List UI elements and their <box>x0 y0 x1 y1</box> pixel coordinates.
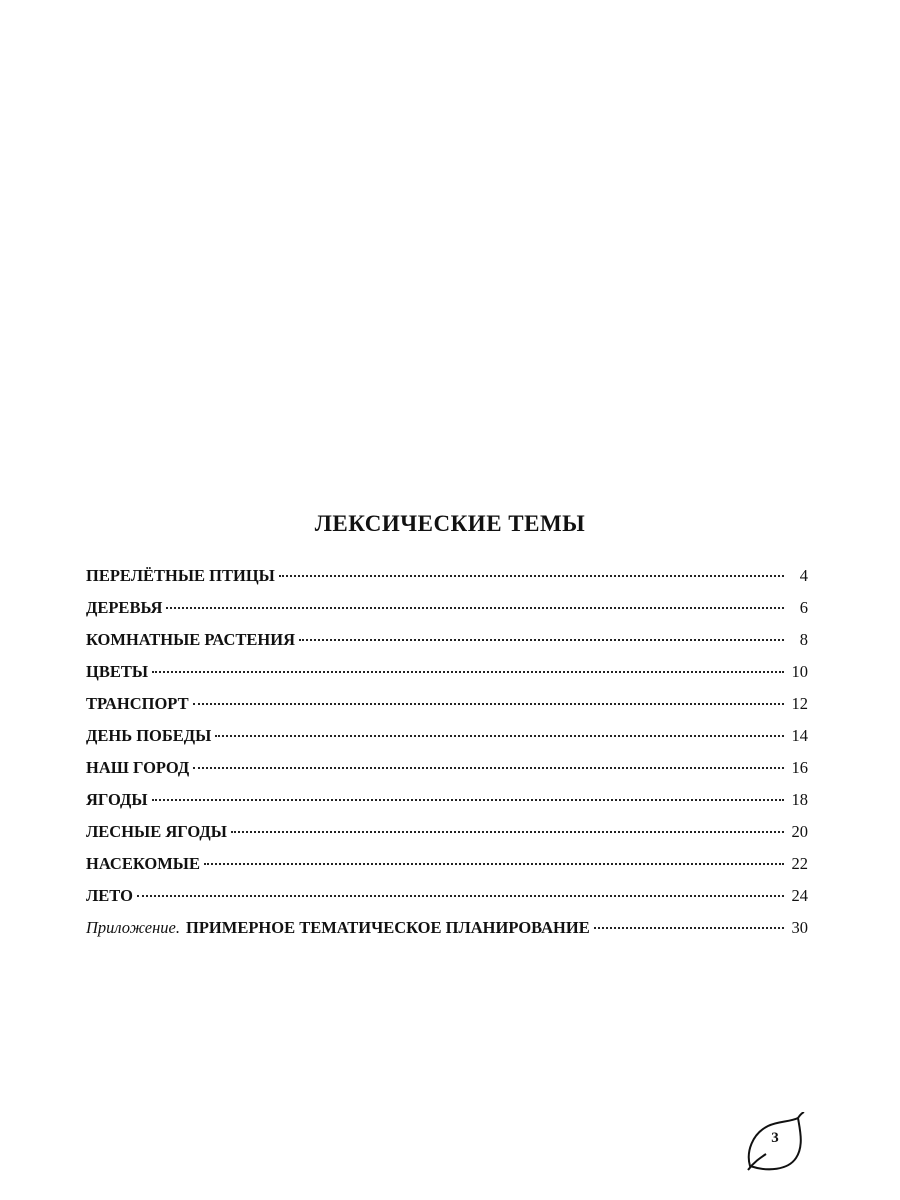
toc-entry <box>86 566 808 598</box>
table-of-contents <box>86 566 808 950</box>
toc-entry-title: ПЕРЕЛЁТНЫЕ ПТИЦЫ <box>86 566 275 585</box>
toc-leader-dots <box>215 735 784 737</box>
toc-entry-title: ЛЕСНЫЕ ЯГОДЫ <box>86 822 227 841</box>
toc-leader-dots <box>193 703 784 705</box>
toc-leader-dots <box>152 799 784 801</box>
toc-entry-title: ЛЕТО <box>86 886 133 905</box>
appendix-prefix: Приложение. <box>86 918 180 937</box>
toc-entry <box>86 726 808 758</box>
toc-leader-dots <box>204 863 784 865</box>
toc-entry <box>86 854 808 886</box>
toc-entry-page: 20 <box>791 822 808 841</box>
toc-entry-page: 10 <box>791 662 808 681</box>
toc-entry-page: 16 <box>791 758 808 777</box>
toc-entry-page: 24 <box>791 886 808 905</box>
toc-leader-dots <box>137 895 784 897</box>
toc-leader-dots <box>231 831 784 833</box>
toc-entry-page: 14 <box>791 726 808 745</box>
toc-entry-title: КОМНАТНЫЕ РАСТЕНИЯ <box>86 630 296 649</box>
toc-leader-dots <box>193 767 784 769</box>
toc-leader-dots <box>594 927 784 929</box>
toc-entry-page: 6 <box>799 598 808 617</box>
toc-entry <box>86 822 808 854</box>
toc-entry <box>86 662 808 694</box>
toc-entry <box>86 694 808 726</box>
toc-entry-title: ЦВЕТЫ <box>86 662 149 681</box>
toc-leader-dots <box>166 607 784 609</box>
toc-entry <box>86 886 808 918</box>
toc-entry <box>86 598 808 630</box>
toc-entry-title: ДЕНЬ ПОБЕДЫ <box>86 726 212 745</box>
page-number: 3 <box>771 1130 779 1146</box>
toc-entry-page: 4 <box>799 566 808 585</box>
toc-entry-page: 22 <box>791 854 808 873</box>
appendix-page: 30 <box>791 918 808 937</box>
toc-entry <box>86 758 808 790</box>
toc-entry-title: ДЕРЕВЬЯ <box>86 598 163 617</box>
toc-entry-title: ЯГОДЫ <box>86 790 148 809</box>
page-title: ЛЕКСИЧЕСКИЕ ТЕМЫ <box>314 511 586 536</box>
toc-entry-page: 12 <box>791 694 808 713</box>
toc-leader-dots <box>152 671 784 673</box>
appendix-title: ПРИМЕРНОЕ ТЕМАТИЧЕСКОЕ ПЛАНИРОВАНИЕ <box>186 918 590 937</box>
toc-entry-title: ТРАНСПОРТ <box>86 694 189 713</box>
toc-appendix-entry <box>86 918 808 950</box>
toc-entry <box>86 630 808 662</box>
toc-entry-title: НАШ ГОРОД <box>86 758 190 777</box>
toc-leader-dots <box>279 575 784 577</box>
toc-leader-dots <box>299 639 784 641</box>
toc-entry-title: НАСЕКОМЫЕ <box>86 854 201 873</box>
toc-entry-page: 8 <box>799 630 808 649</box>
toc-entry-page: 18 <box>791 790 808 809</box>
toc-entry <box>86 790 808 822</box>
